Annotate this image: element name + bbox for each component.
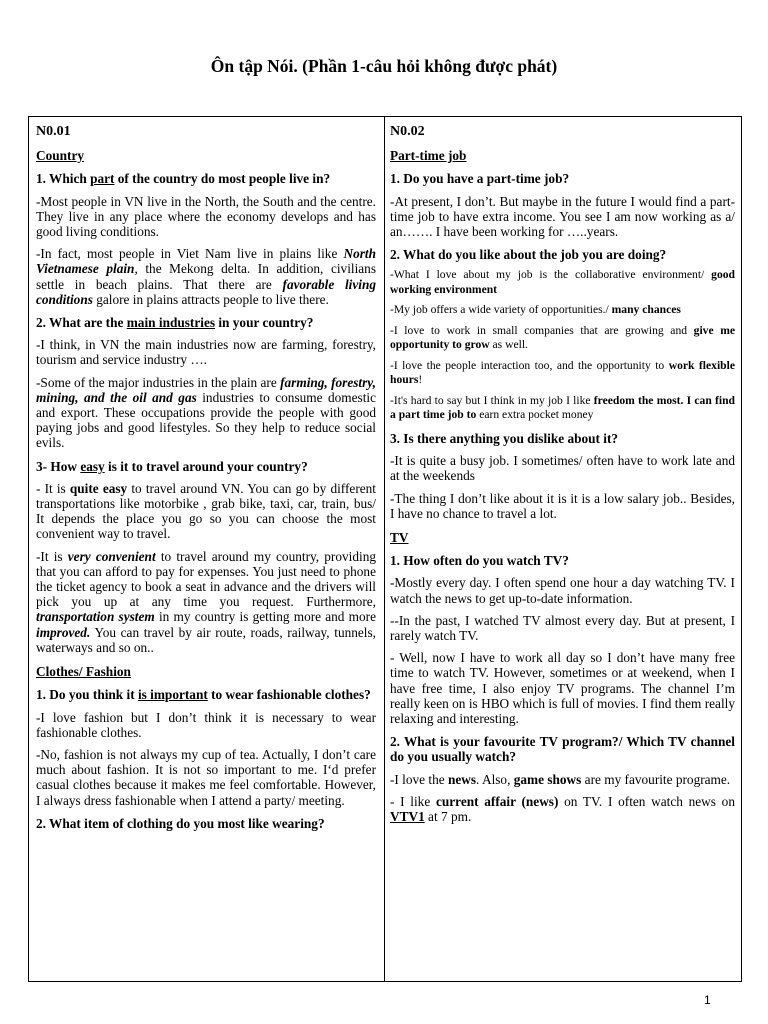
answer: -Most people in VN live in the North, the South and the centre. They live in any place where the economy develops and has good living conditions.: [36, 193, 376, 240]
answer: --In the past, I watched TV almost every day. But at present, I rarely watch TV.: [390, 612, 735, 643]
question: 3. Is there anything you dislike about it?: [390, 430, 619, 446]
answer: -I think, in VN the main industries now are farming, forestry, tourism and service industry ….: [36, 337, 376, 368]
question: 2. What do you like about the job you are doing?: [390, 247, 667, 263]
page-title: Ôn tập Nói. (Phần 1-câu hỏi không được phát): [210, 56, 558, 76]
answer: -I love the people interaction too, and the opportunity to work flexible hours!: [390, 358, 735, 387]
answer: - It is quite easy to travel around VN. You can go by different transportations like motorbike , grab bike, taxi, car, train, bus/ It depends the place you go so you can choose the most convenient way to travel.: [36, 480, 376, 542]
question: 1. Which part of the country do most people live in?: [36, 171, 331, 187]
answer: -What I love about my job is the collaborative environment/ good working environment: [390, 268, 735, 296]
answer: -I love fashion but I don’t think it is necessary to wear fashionable clothes.: [36, 709, 376, 740]
column-heading: N0.01: [36, 124, 71, 139]
page-number: 1: [704, 993, 711, 1007]
answer: - Well, now I have to work all day so I don’t have many free time to watch TV. However, sometimes or at weekend, when I have free time, I also enjoy TV programs. The channel I’m really keen on is HBO which is full of movies. I find them really relaxing and interesting.: [390, 650, 735, 726]
section-title: TV: [390, 529, 409, 545]
answer: -Mostly every day. I often spend one hour a day watching TV. I watch the news to get up-to-date information.: [390, 575, 735, 606]
answer: -At present, I don’t. But maybe in the future I would find a part-time job to have extra income. You see I am now working as a/ an……. I have been working for …..years.: [390, 193, 735, 240]
answer: -In fact, most people in Viet Nam live in plains like North Vietnamese plain, the Mekong delta. In addition, civilians settle in beach plains. That there are favorable living conditions galore in plains attracts people to live there.: [36, 246, 376, 307]
answer: -It is quite a busy job. I sometimes/ often have to work late and at the weekends: [390, 453, 735, 484]
section-title: Part-time job: [390, 148, 467, 164]
question: 2. What are the main industries in your country?: [36, 315, 314, 331]
question: 1. How often do you watch TV?: [390, 553, 569, 569]
answer: - I like current affair (news) on TV. I often watch news on VTV1 at 7 pm.: [390, 793, 735, 824]
question: 1. Do you have a part-time job?: [390, 171, 570, 187]
right-column: [390, 117, 735, 824]
answer: -No, fashion is not always my cup of tea. Actually, I don’t care much about fashion. It is not so important to me. I‘d prefer casual clothes because it makes me feel comfortable. However, I always dress fashionable when I attend a party/ meeting.: [36, 746, 376, 808]
question: 2. What item of clothing do you most like wearing?: [36, 815, 325, 831]
question: 3- How easy is it to travel around your country?: [36, 458, 308, 474]
section-title: Country: [36, 148, 85, 164]
answer: -Some of the major industries in the plain are farming, forestry, mining, and the oil and gas industries to consume domestic and export. These occupations provide the people with good paying jobs and good lifestyles. So they help to reduce social evils.: [36, 374, 377, 451]
column-heading: N0.02: [390, 124, 425, 139]
left-column: [36, 117, 376, 831]
answer: -The thing I don’t like about it is it is a low salary job.. Besides, I have no chance to travel a lot.: [390, 490, 735, 521]
answer: -My job offers a wide variety of opportunities./ many chances: [390, 303, 681, 317]
answer: -I love the news. Also, game shows are my favourite programe.: [390, 771, 731, 787]
answer: -It is very convenient to travel around my country, providing that you can afford to pay for expenses. You just need to phone the ticket agency to book a seat in advance and the drivers will pick you up at any time you request. Furthermore, transportation system in my country is getting more and more improved. You can travel by air route, roads, railway, tunnels, waterways and so on..: [36, 548, 376, 655]
column-divider: [384, 117, 385, 981]
question: 1. Do you think it is important to wear fashionable clothes?: [36, 687, 371, 703]
section-title: Clothes/ Fashion: [36, 664, 131, 680]
content-table: [28, 116, 742, 982]
answer: -I love to work in small companies that are growing and give me opportunity to grow as well.: [390, 323, 735, 352]
question: 2. What is your favourite TV program?/ Which TV channel do you usually watch?: [390, 734, 735, 765]
answer: -It's hard to say but I think in my job I like freedom the most. I can find a part time job to earn extra pocket money: [390, 393, 735, 422]
